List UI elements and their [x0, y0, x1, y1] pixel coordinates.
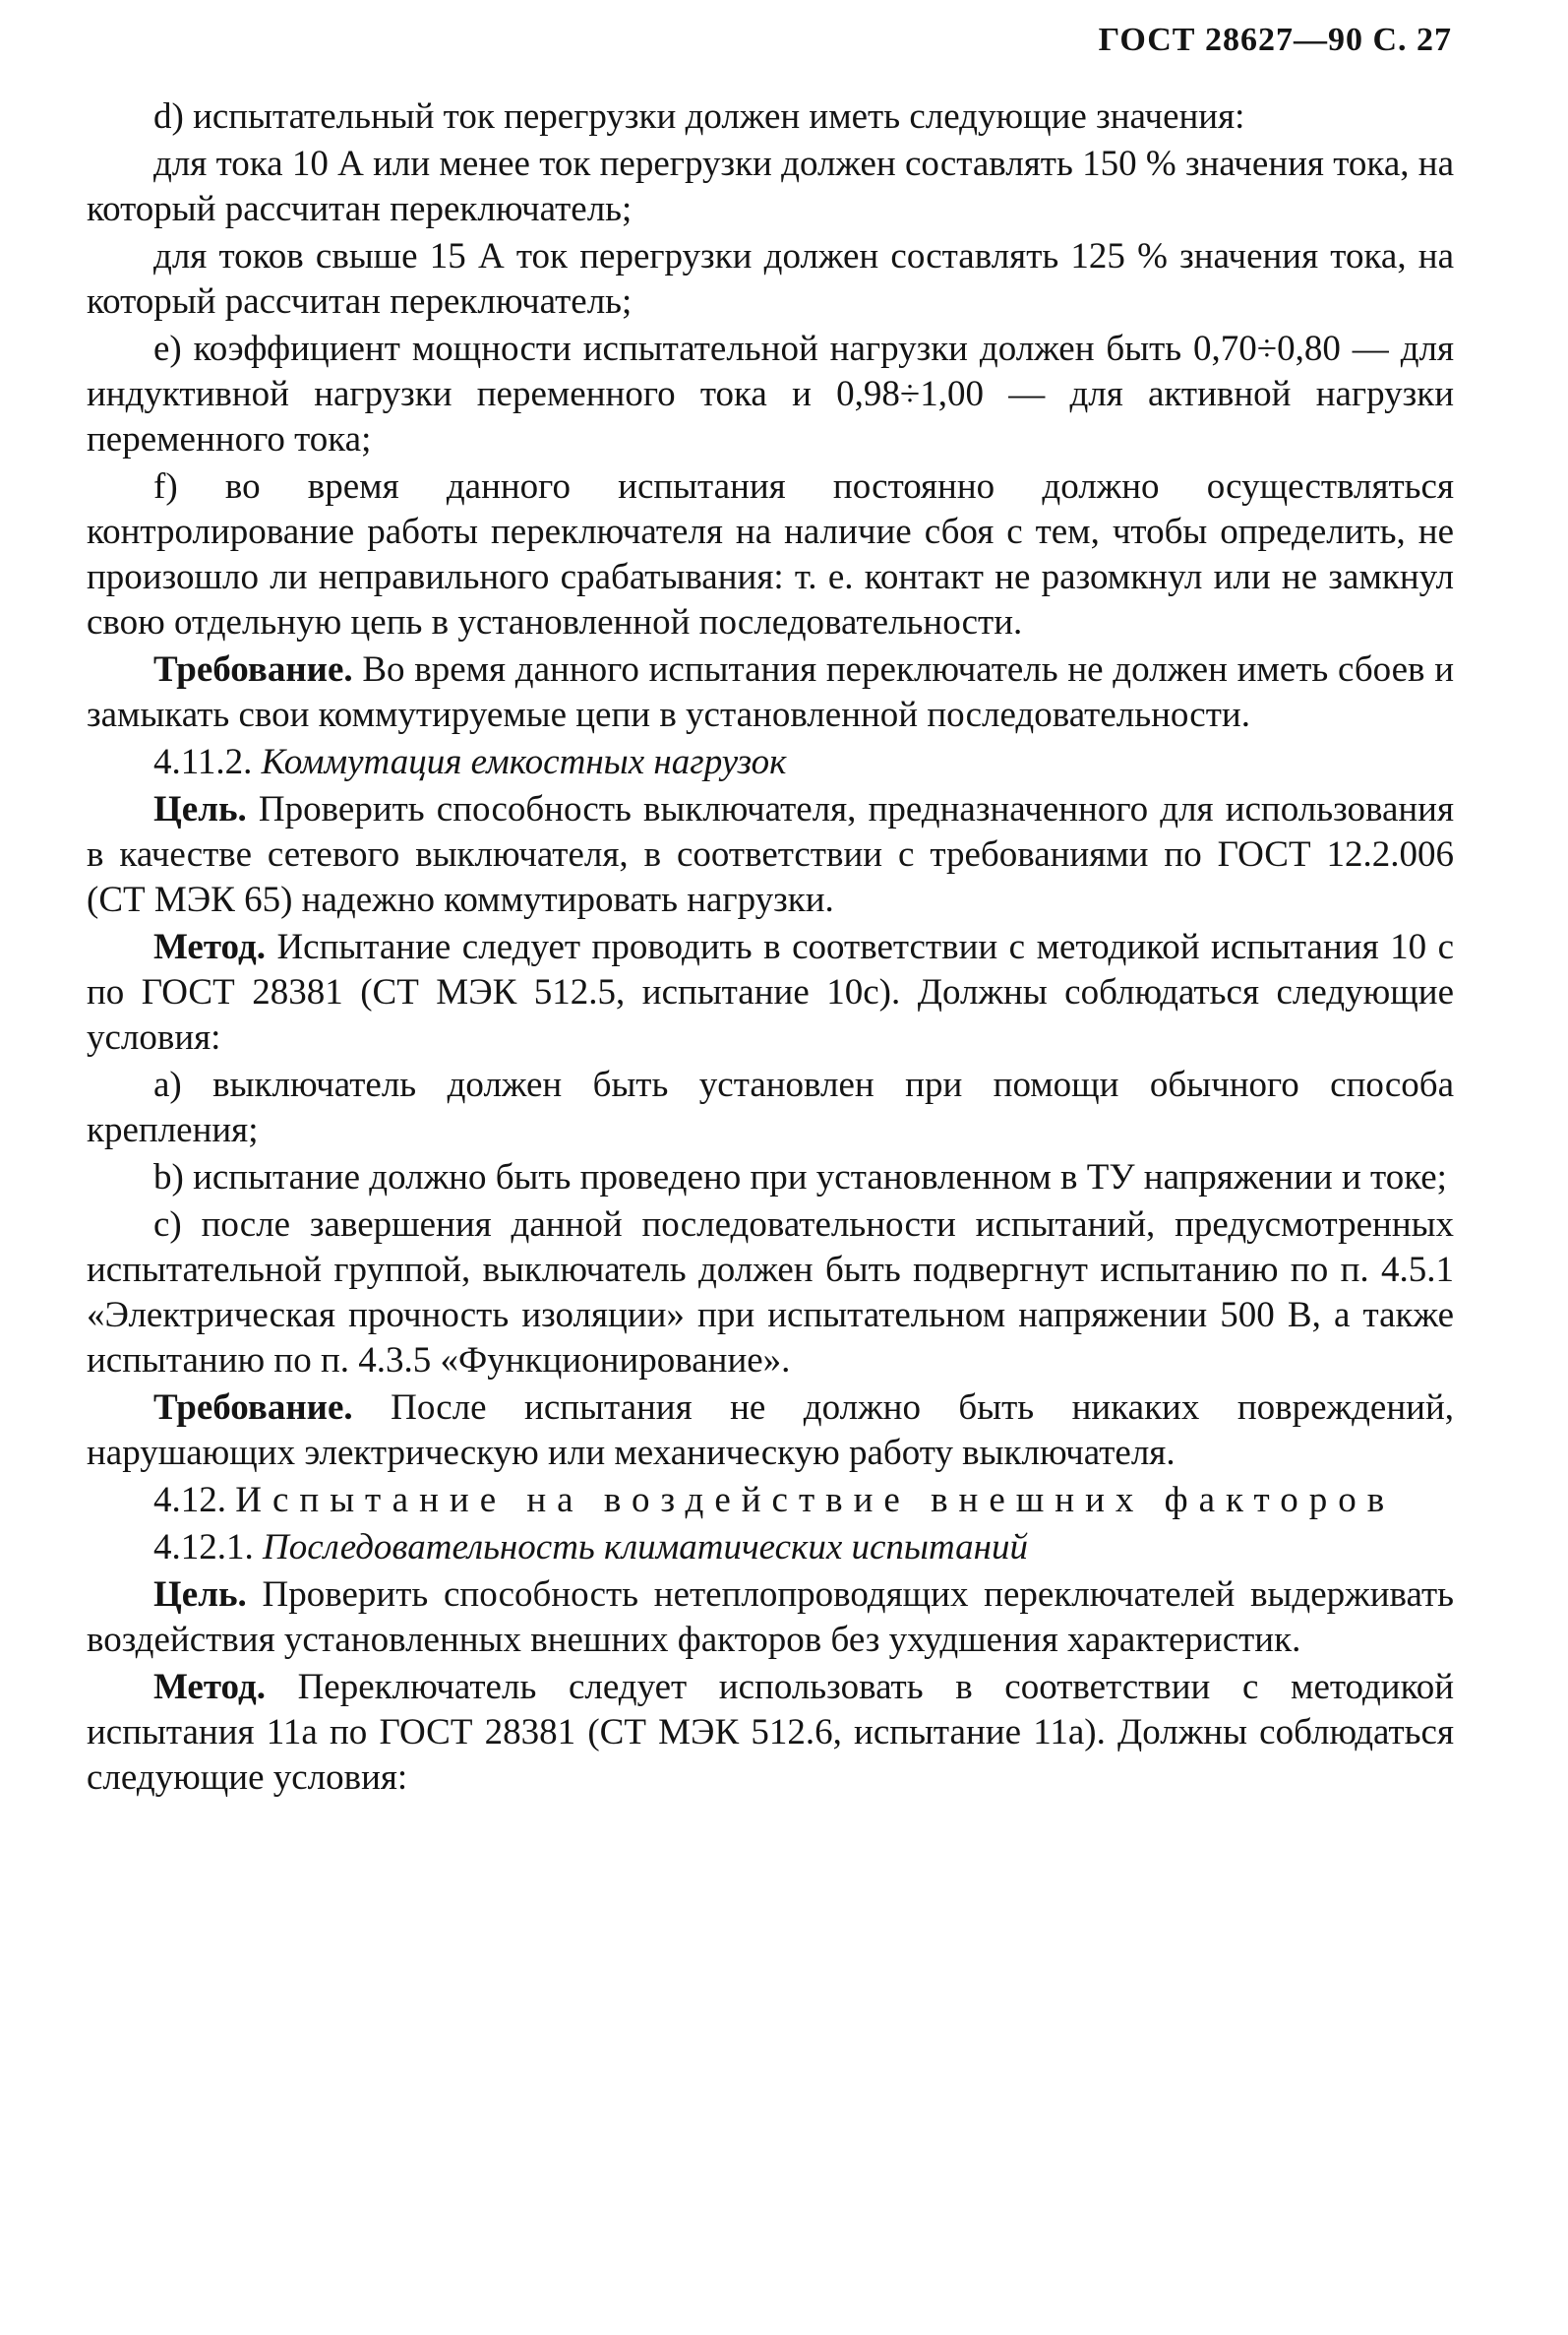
item-d-2: для токов свыше 15 А ток перегрузки должен составлять 125 % значения тока, на который рассчитан переключатель;: [87, 236, 1454, 322]
requirement-label: Требование.: [153, 649, 353, 690]
method-1: [87, 925, 1454, 1061]
goal-text: Проверить способность нетеплопроводящих переключателей выдерживать воздействия установленных внешних факторов без ухудшения характеристик.: [87, 1574, 1454, 1660]
method-label: Метод.: [153, 1667, 266, 1707]
goal-label: Цель.: [153, 789, 247, 830]
method-text: Переключатель следует использовать в соответствии с методикой испытания 11а по ГОСТ 28381 (СТ МЭК 512.6, испытание 11а). Должны соблюдаться следующие условия:: [87, 1667, 1454, 1798]
section-4-12-1: [87, 1525, 1454, 1570]
page-header: ГОСТ 28627—90 С. 27: [1098, 22, 1452, 58]
section-number: 4.11.2.: [153, 742, 253, 782]
method-label: Метод.: [153, 927, 266, 967]
goal-1: [87, 787, 1454, 923]
item-f: f) во время данного испытания постоянно должно осуществляться контролирование работы переключателя на наличие сбоя с тем, чтобы определить, не произошло ли неправильного срабатывания: т. е. контакт не разомкнул или не замкнул свою отдельную цепь в установленной последовательности.: [87, 466, 1454, 643]
item-c: с) после завершения данной последовательности испытаний, предусмотренных испытательной группой, выключатель должен быть подвергнут испытанию по п. 4.5.1 «Электрическая прочность изоляции» при испытательном напряжении 500 В, а также испытанию по п. 4.3.5 «Функционирование».: [87, 1204, 1454, 1381]
method-2: [87, 1665, 1454, 1801]
requirement-1: [87, 647, 1454, 738]
document-body: [87, 94, 1454, 1803]
item-d: d) испытательный ток перегрузки должен иметь следующие значения:: [153, 96, 1245, 137]
section-title: Коммутация емкостных нагрузок: [261, 742, 787, 782]
requirement-2: [87, 1385, 1454, 1476]
item-b: b) испытание должно быть проведено при установленном в ТУ напряжении и токе;: [153, 1157, 1447, 1198]
item-d-1: для тока 10 А или менее ток перегрузки должен составлять 150 % значения тока, на который рассчитан переключатель;: [87, 144, 1454, 229]
section-number: 4.12.1.: [153, 1527, 254, 1567]
method-text: Испытание следует проводить в соответствии с методикой испытания 10 с по ГОСТ 28381 (СТ МЭК 512.5, испытание 10с). Должны соблюдаться следующие условия:: [87, 927, 1454, 1058]
section-number: 4.12.: [153, 1480, 226, 1520]
requirement-text: Во время данного испытания переключатель не должен иметь сбоев и замыкать свои коммутируемые цепи в установленной последовательности.: [87, 649, 1454, 735]
item-a: а) выключатель должен быть установлен при помощи обычного способа крепления;: [87, 1065, 1454, 1150]
requirement-text: После испытания не должно быть никаких повреждений, нарушающих электрическую или механическую работу выключателя.: [87, 1387, 1454, 1473]
requirement-label: Требование.: [153, 1387, 353, 1428]
goal-label: Цель.: [153, 1574, 247, 1615]
item-e: е) коэффициент мощности испытательной нагрузки должен быть 0,70÷0,80 — для индуктивной нагрузки переменного тока и 0,98÷1,00 — для активной нагрузки переменного тока;: [87, 329, 1454, 460]
section-title: Последовательность климатических испытаний: [263, 1527, 1029, 1567]
section-title: Испытание на воздействие внешних факторов: [235, 1480, 1396, 1520]
section-4-12: [87, 1478, 1454, 1523]
goal-2: [87, 1572, 1454, 1663]
section-4-11-2: [87, 740, 1454, 785]
goal-text: Проверить способность выключателя, предназначенного для использования в качестве сетевого выключателя, в соответствии с требованиями по ГОСТ 12.2.006 (СТ МЭК 65) надежно коммутировать нагрузки.: [87, 789, 1454, 920]
